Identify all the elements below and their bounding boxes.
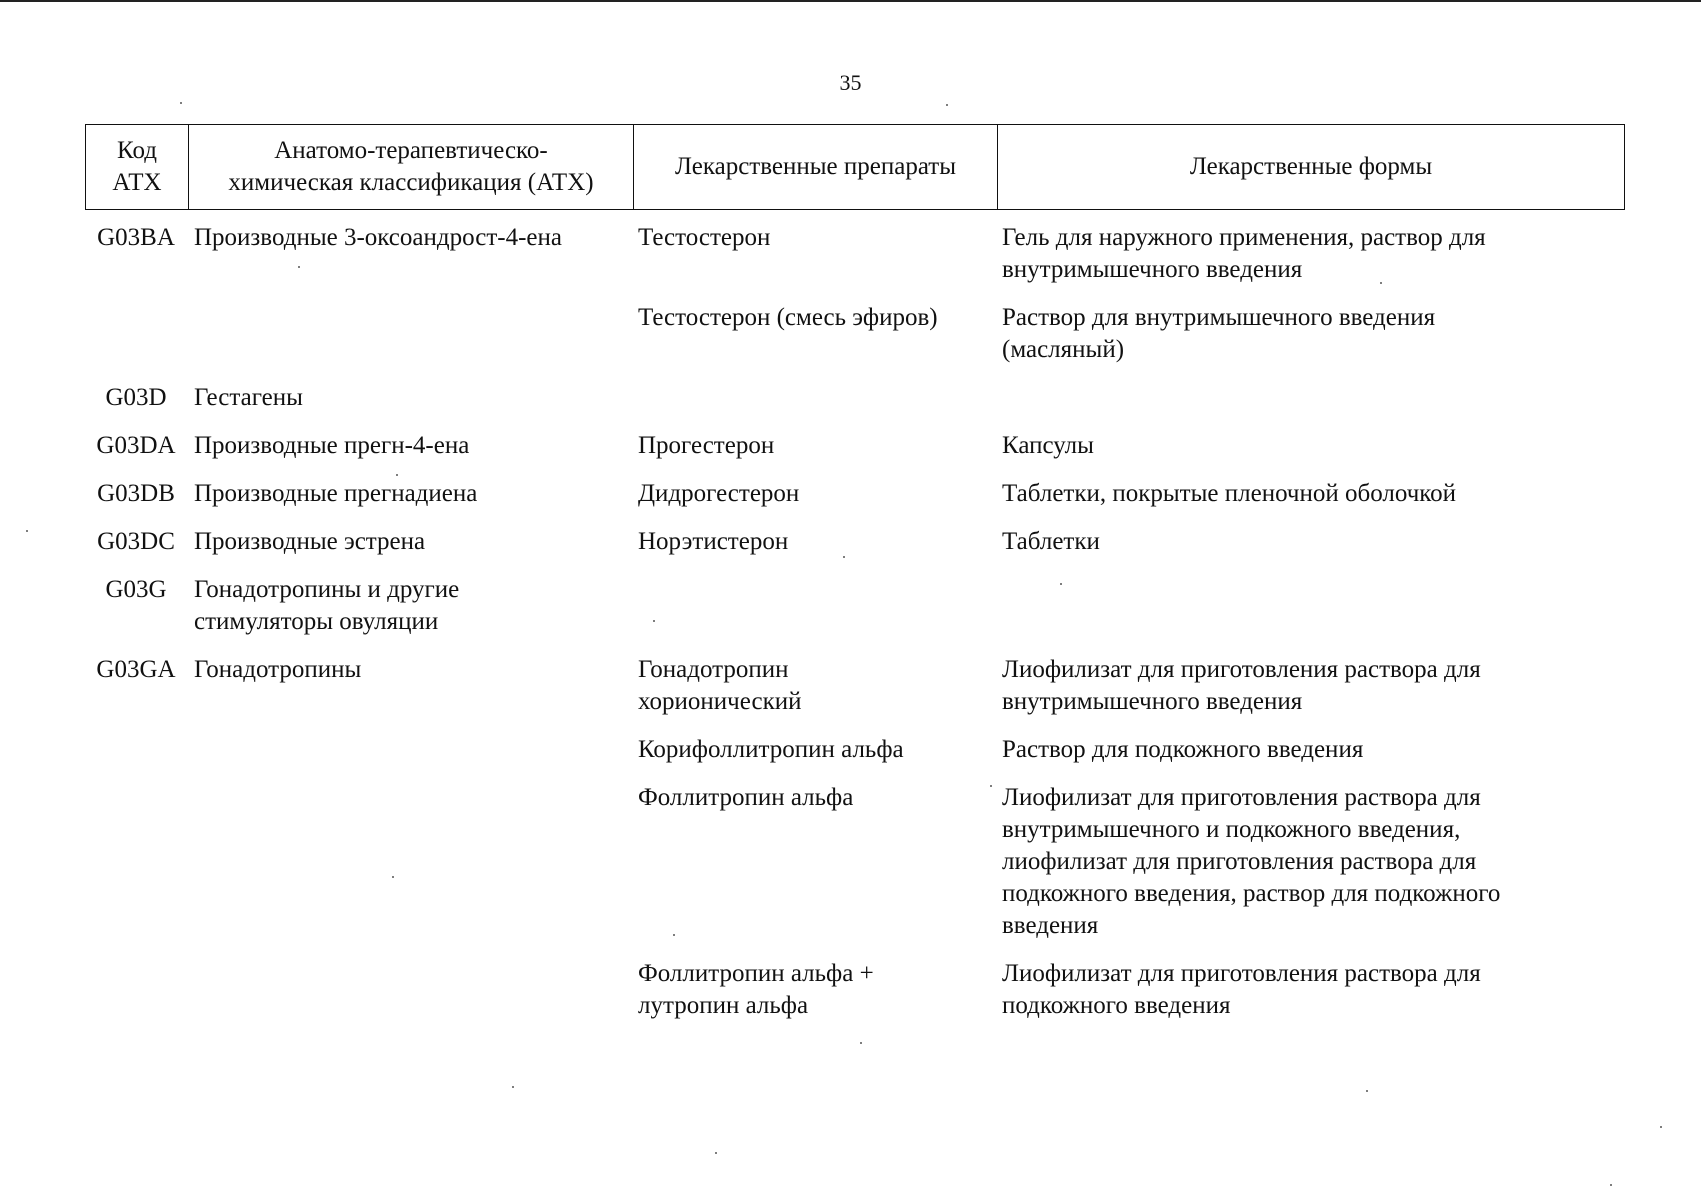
header-forms: Лекарственные формы — [997, 125, 1624, 209]
scan-speck — [715, 1152, 717, 1154]
page-number: 35 — [839, 70, 862, 95]
atx-code: G03DC — [97, 528, 175, 555]
scan-speck — [180, 102, 182, 104]
atx-code: G03BA — [97, 224, 175, 251]
atx-classification-line: Производные прегнадиена — [194, 480, 478, 507]
drug-name-line: Тестостерон (смесь эфиров) — [638, 304, 938, 331]
scan-speck — [392, 876, 394, 878]
scan-speck — [1060, 583, 1062, 585]
dosage-form-line: введения — [1002, 912, 1099, 939]
header-code-line-2: АТХ — [112, 169, 162, 196]
scan-speck — [673, 934, 675, 936]
dosage-form-line: Лиофилизат для приготовления раствора для — [1002, 784, 1481, 811]
scan-speck — [946, 104, 948, 106]
dosage-form-line: внутримышечного введения — [1002, 256, 1303, 283]
scan-speck — [843, 556, 845, 558]
drug-name-line: Фоллитропин альфа — [638, 784, 854, 811]
drug-name-line: Фоллитропин альфа + — [638, 960, 874, 987]
scan-speck — [1610, 1184, 1612, 1186]
drug-name-line: Дидрогестерон — [638, 480, 800, 507]
atx-classification-line: стимуляторы овуляции — [194, 608, 439, 635]
atx-classification-line: Производные 3-оксоандрост-4-ена — [194, 224, 562, 251]
drug-name-line: хорионический — [638, 688, 802, 715]
drug-name-line: Норэтистерон — [638, 528, 789, 555]
scan-speck — [1380, 282, 1382, 284]
drug-name-line: Корифоллитропин альфа — [638, 736, 904, 763]
drug-name-line: Гонадотропин — [638, 656, 789, 683]
atx-code: G03GA — [96, 656, 176, 683]
scan-speck — [396, 474, 398, 476]
scan-speck — [653, 620, 655, 622]
header-classification — [188, 125, 633, 209]
scan-speck — [860, 1042, 862, 1044]
atx-code: G03G — [105, 576, 167, 603]
dosage-form-line: Гель для наружного применения, раствор для — [1002, 224, 1486, 251]
drug-name-line: Прогестерон — [638, 432, 775, 459]
header-classification-line-1: Анатомо-терапевтическо- — [274, 137, 548, 164]
dosage-form-line: Лиофилизат для приготовления раствора для — [1002, 960, 1481, 987]
scan-speck — [1660, 1126, 1662, 1128]
drug-name-line: лутропин альфа — [638, 992, 809, 1019]
dosage-form-line: Капсулы — [1002, 432, 1094, 459]
scan-speck — [26, 530, 28, 532]
atx-code: G03DA — [96, 432, 176, 459]
dosage-form-line: Лиофилизат для приготовления раствора для — [1002, 656, 1481, 683]
header-drugs: Лекарственные препараты — [633, 125, 997, 209]
dosage-form-line: внутримышечного введения — [1002, 688, 1303, 715]
dosage-form-line: подкожного введения — [1002, 992, 1231, 1019]
atx-classification-line: Гонадотропины — [194, 656, 362, 683]
scan-speck — [298, 266, 300, 268]
header-code-line-1: Код — [117, 137, 157, 164]
page-top-border — [0, 0, 1701, 2]
header-code — [86, 125, 188, 209]
dosage-form-line: Таблетки — [1002, 528, 1100, 555]
atx-code: G03DB — [97, 480, 175, 507]
dosage-form-line: Раствор для внутримышечного введения — [1002, 304, 1436, 331]
dosage-form-line: внутримышечного и подкожного введения, — [1002, 816, 1461, 843]
scan-speck — [1366, 1090, 1368, 1092]
dosage-form-line: подкожного введения, раствор для подкожного — [1002, 880, 1501, 907]
atx-code: G03D — [105, 384, 167, 411]
scan-speck — [990, 785, 992, 787]
drug-name-line: Тестостерон — [638, 224, 771, 251]
atx-classification-line: Гонадотропины и другие — [194, 576, 460, 603]
header-classification-line-2: химическая классификация (АТХ) — [228, 169, 594, 196]
atx-classification-line: Производные прегн-4-ена — [194, 432, 470, 459]
table-header — [85, 124, 1625, 210]
scan-speck — [512, 1086, 514, 1088]
dosage-form-line: лиофилизат для приготовления раствора для — [1002, 848, 1477, 875]
atx-classification-line: Гестагены — [194, 384, 303, 411]
dosage-form-line: (масляный) — [1002, 336, 1125, 363]
dosage-form-line: Раствор для подкожного введения — [1002, 736, 1364, 763]
atx-classification-line: Производные эстрена — [194, 528, 426, 555]
dosage-form-line: Таблетки, покрытые пленочной оболочкой — [1002, 480, 1457, 507]
